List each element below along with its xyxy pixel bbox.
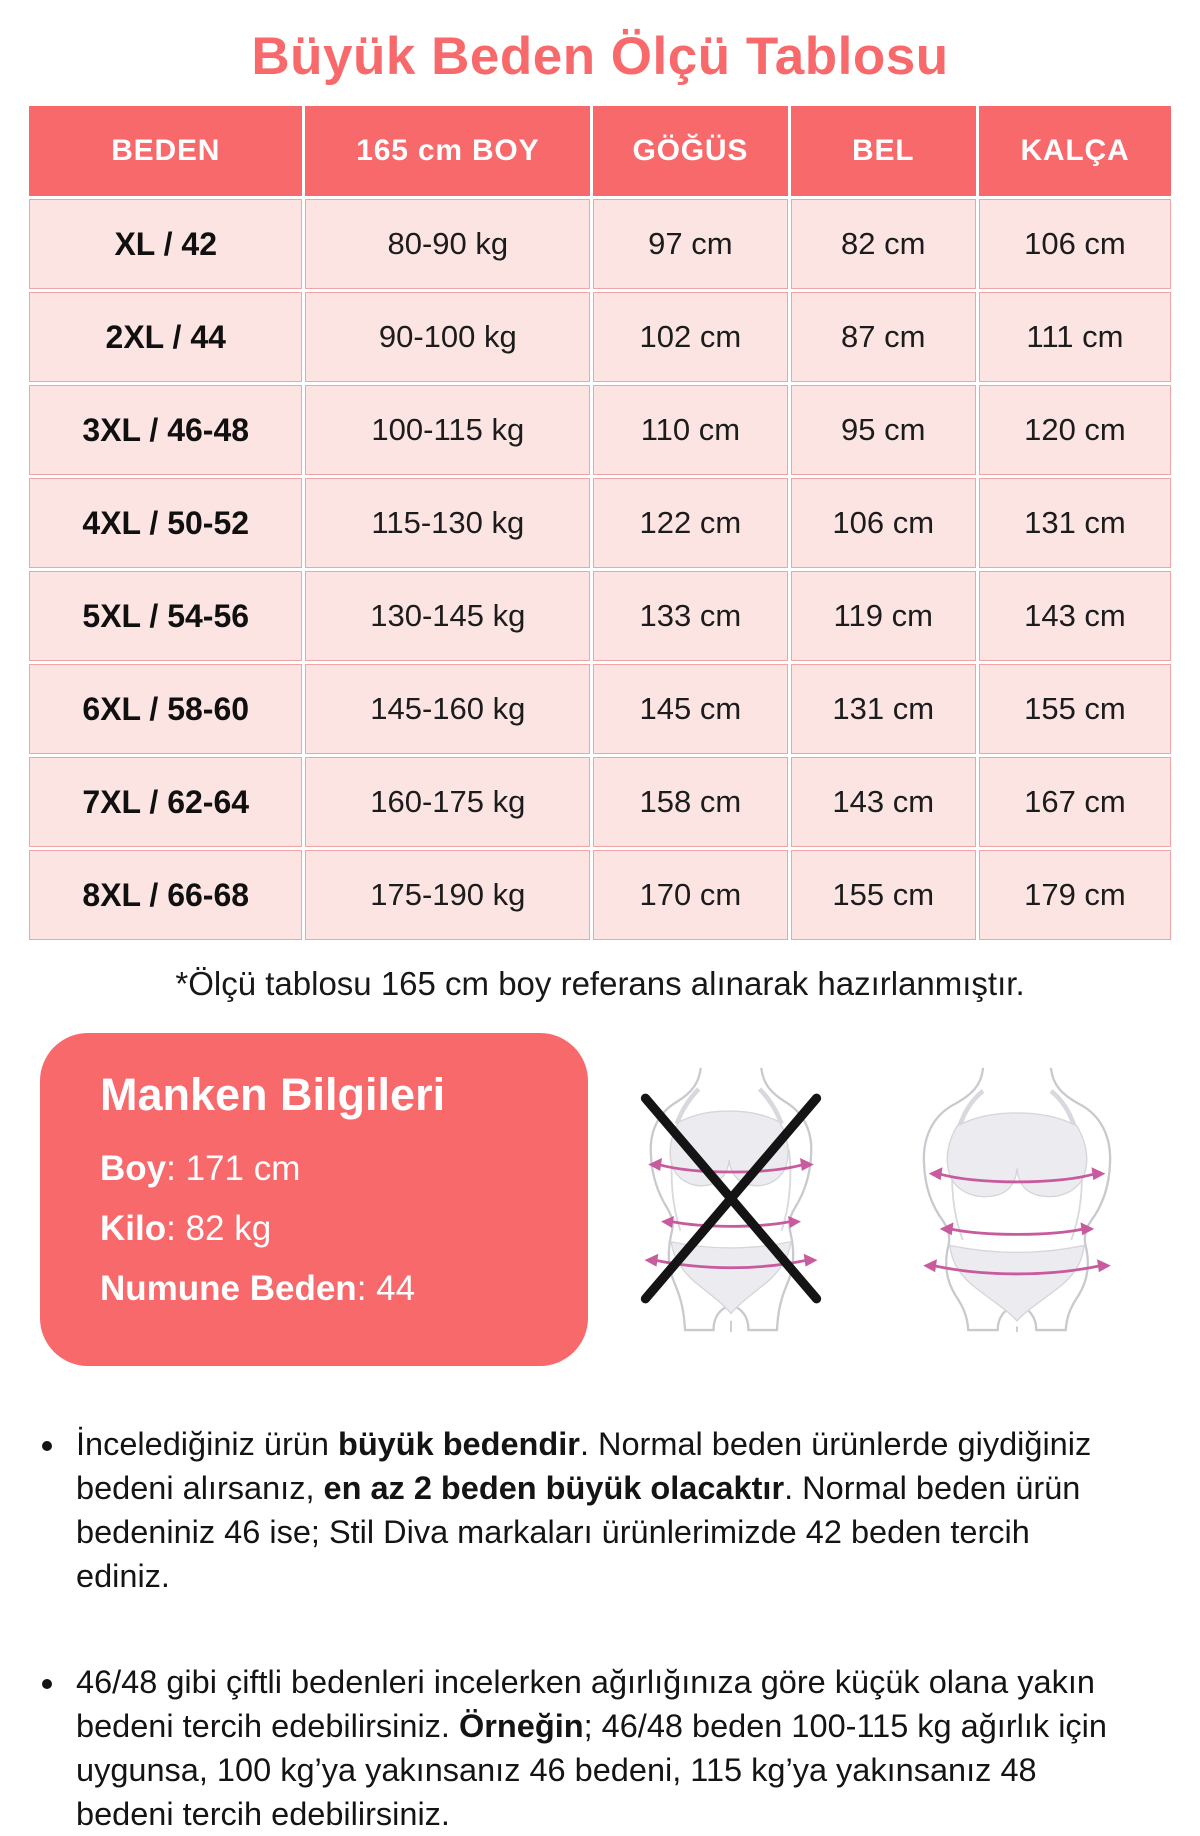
table-header-row: [29, 106, 1171, 196]
measurement-cell: 102 cm: [593, 292, 787, 382]
table-row: [29, 385, 1171, 475]
size-table: [26, 103, 1174, 943]
size-cell: 6XL / 58-60: [29, 664, 302, 754]
measurement-cell: 145 cm: [593, 664, 787, 754]
size-cell: 2XL / 44: [29, 292, 302, 382]
measurement-cell: 100-115 kg: [305, 385, 590, 475]
measurement-cell: 122 cm: [593, 478, 787, 568]
column-header-beden: BEDEN: [29, 106, 302, 196]
column-header-boy: 165 cm BOY: [305, 106, 590, 196]
size-cell: 7XL / 62-64: [29, 757, 302, 847]
model-info-title: Manken Bilgileri: [100, 1069, 446, 1120]
measurement-cell: 143 cm: [791, 757, 976, 847]
slim-body-illustration: [616, 1065, 846, 1332]
measurement-cell: 111 cm: [979, 292, 1171, 382]
table-row: [29, 478, 1171, 568]
measurement-cell: 97 cm: [593, 199, 787, 289]
page-title: Büyük Beden Ölçü Tablosu: [251, 27, 949, 86]
measurement-cell: 119 cm: [791, 571, 976, 661]
measurement-cell: 179 cm: [979, 850, 1171, 940]
measurement-cell: 95 cm: [791, 385, 976, 475]
model-info-field: Numune Beden: 44: [100, 1268, 416, 1308]
measurement-cell: 143 cm: [979, 571, 1171, 661]
size-cell: 8XL / 66-68: [29, 850, 302, 940]
size-cell: 5XL / 54-56: [29, 571, 302, 661]
measurement-cell: 145-160 kg: [305, 664, 590, 754]
size-table-body: [29, 199, 1171, 940]
table-footnote: *Ölçü tablosu 165 cm boy referans alınarak hazırlanmıştır.: [175, 965, 1025, 1002]
size-cell: 3XL / 46-48: [29, 385, 302, 475]
measurement-cell: 175-190 kg: [305, 850, 590, 940]
table-row: [29, 850, 1171, 940]
note-item: • İncelediğiniz ürün büyük bedendir. Normal beden ürünlerde giydiğiniz bedeni alırsanız, en az 2 beden büyük olacaktır. Normal beden ürün bedeniniz 46 ise; Stil Diva markaları ürünlerimizde 42 beden tercih ediniz.: [68, 1422, 1116, 1598]
measurement-cell: 155 cm: [979, 664, 1171, 754]
measurement-cell: 133 cm: [593, 571, 787, 661]
measurement-cell: 106 cm: [979, 199, 1171, 289]
model-info-field: Kilo: 82 kg: [100, 1208, 272, 1248]
measurement-cell: 158 cm: [593, 757, 787, 847]
measurement-cell: 90-100 kg: [305, 292, 590, 382]
column-header-gogus: GÖĞÜS: [593, 106, 787, 196]
measurement-cell: 87 cm: [791, 292, 976, 382]
measurement-cell: 170 cm: [593, 850, 787, 940]
column-header-kalca: KALÇA: [979, 106, 1171, 196]
measurement-cell: 160-175 kg: [305, 757, 590, 847]
table-row: [29, 199, 1171, 289]
note-item: • 46/48 gibi çiftli bedenleri incelerken ağırlığınıza göre küçük olana yakın bedeni tercih edebilirsiniz. Örneğin; 46/48 beden 100-115 kg ağırlık için uygunsa, 100 kg’ya yakınsanız 46 bedeni, 115 kg’ya yakınsanız 48 bedeni tercih edebilirsiniz.: [68, 1660, 1116, 1836]
crossed-slim-figure-icon: [616, 1065, 846, 1332]
measurement-cell: 155 cm: [791, 850, 976, 940]
table-row: [29, 757, 1171, 847]
table-row: [29, 571, 1171, 661]
plus-size-figure-icon: [902, 1065, 1132, 1332]
column-header-bel: BEL: [791, 106, 976, 196]
size-cell: 4XL / 50-52: [29, 478, 302, 568]
model-section: [0, 1033, 1200, 1366]
measurement-cell: 82 cm: [791, 199, 976, 289]
measurement-cell: 115-130 kg: [305, 478, 590, 568]
plus-size-body-illustration: [902, 1065, 1132, 1332]
measurement-cell: 131 cm: [791, 664, 976, 754]
notes-list: [0, 1422, 1200, 1836]
model-info-card: [40, 1033, 588, 1366]
table-row: [29, 664, 1171, 754]
measurement-cell: 120 cm: [979, 385, 1171, 475]
table-row: [29, 292, 1171, 382]
measurement-cell: 80-90 kg: [305, 199, 590, 289]
size-cell: XL / 42: [29, 199, 302, 289]
measurement-cell: 106 cm: [791, 478, 976, 568]
measurement-cell: 130-145 kg: [305, 571, 590, 661]
measurement-figures: [588, 1033, 1160, 1332]
model-info-fields: [100, 1147, 558, 1310]
measurement-cell: 110 cm: [593, 385, 787, 475]
measurement-cell: 167 cm: [979, 757, 1171, 847]
model-info-field: Boy: 171 cm: [100, 1149, 301, 1188]
measurement-cell: 131 cm: [979, 478, 1171, 568]
